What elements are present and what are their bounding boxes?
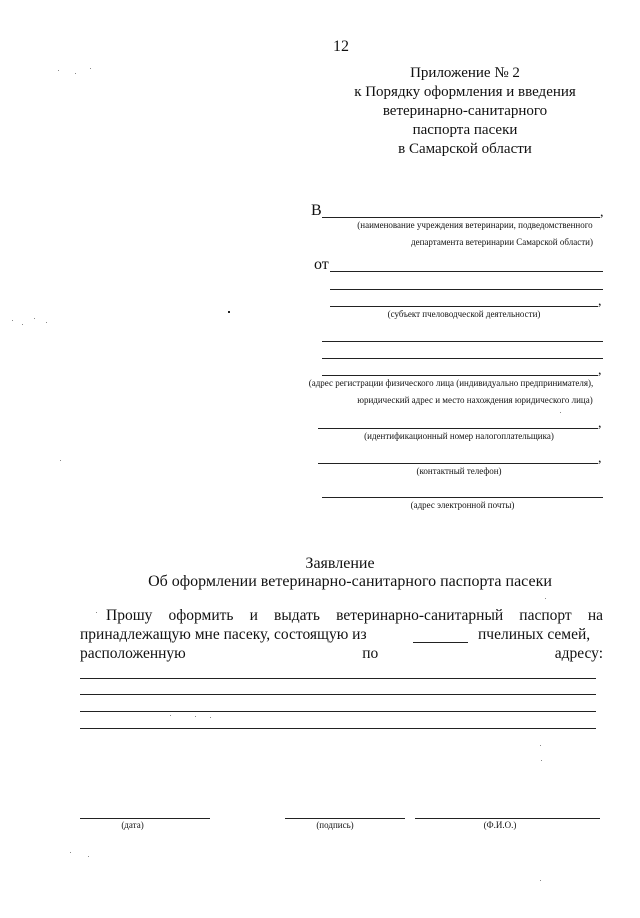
inn-line[interactable] [318, 428, 598, 429]
signature-line[interactable] [285, 818, 405, 819]
statement-word: Прошу [106, 607, 153, 624]
to-caption-1: (наименование учреждения ветеринарии, подведомственного [357, 220, 593, 230]
appendix-line-5: в Самарской области [398, 141, 532, 157]
statement-line-1 [106, 607, 603, 625]
address-line-1[interactable] [322, 341, 603, 342]
statement-word: на [587, 607, 603, 624]
inn-comma: , [598, 416, 602, 431]
from-prefix: от [314, 256, 329, 273]
page-number: 12 [333, 38, 349, 55]
from-line-2[interactable] [330, 289, 603, 290]
statement-word: ветеринарно-санитарный [336, 607, 504, 624]
address-line-2[interactable] [322, 358, 603, 359]
signature-caption: (подпись) [316, 820, 354, 830]
email-caption: (адрес электронной почты) [410, 500, 515, 510]
statement-title: Заявление [305, 555, 375, 572]
apiary-address-line-4[interactable] [80, 728, 596, 729]
bee-colonies-count-field[interactable] [413, 642, 468, 643]
appendix-line-2: к Порядку оформления и введения [354, 84, 576, 100]
address-caption-2: юридический адрес и место нахождения юридического лица) [357, 395, 593, 405]
statement-word: адресу: [554, 645, 603, 662]
statement-line-3 [80, 645, 603, 663]
statement-word: оформить [168, 607, 234, 624]
statement-line-2-part-1: принадлежащую мне пасеку, состоящую из [80, 626, 367, 643]
phone-comma: , [598, 451, 602, 466]
statement-word: выдать [274, 607, 320, 624]
inn-caption: (идентификационный номер налогоплательщика) [364, 431, 554, 441]
apiary-address-line-2[interactable] [80, 694, 596, 695]
appendix-header [340, 64, 590, 159]
date-caption: (дата) [121, 820, 144, 830]
address-caption-1: (адрес регистрации физического лица (индивидуально предпринимателя), [308, 378, 594, 388]
from-line-1[interactable] [330, 271, 603, 272]
address-line-3[interactable] [322, 375, 598, 376]
statement-line-2-part-2: пчелиных семей, [478, 626, 591, 643]
statement-word: и [249, 607, 258, 624]
statement-subtitle: Об оформлении ветеринарно-санитарного паспорта пасеки [148, 573, 552, 590]
statement-word: расположенную [80, 645, 186, 662]
date-line[interactable] [80, 818, 210, 819]
from-line-3[interactable] [330, 306, 598, 307]
apiary-address-line-3[interactable] [80, 711, 596, 712]
statement-word: паспорт [519, 607, 572, 624]
to-prefix: В [311, 202, 322, 219]
from-comma: , [598, 294, 602, 309]
fio-caption: (Ф.И.О.) [483, 820, 517, 830]
appendix-line-1: Приложение № 2 [410, 65, 520, 81]
appendix-line-3: ветеринарно-санитарного [382, 103, 548, 119]
fio-line[interactable] [415, 818, 600, 819]
subject-caption: (субъект пчеловодческой деятельности) [387, 309, 541, 319]
to-institution-line[interactable] [322, 217, 600, 218]
statement-word: по [362, 645, 379, 662]
email-line[interactable] [322, 497, 603, 498]
address-comma: , [598, 363, 602, 378]
phone-line[interactable] [318, 463, 598, 464]
to-caption-2: департамента ветеринарии Самарской области) [411, 237, 593, 247]
appendix-line-4: паспорта пасеки [412, 122, 518, 138]
apiary-address-line-1[interactable] [80, 678, 596, 679]
to-comma: , [600, 205, 604, 220]
phone-caption: (контактный телефон) [416, 466, 502, 476]
